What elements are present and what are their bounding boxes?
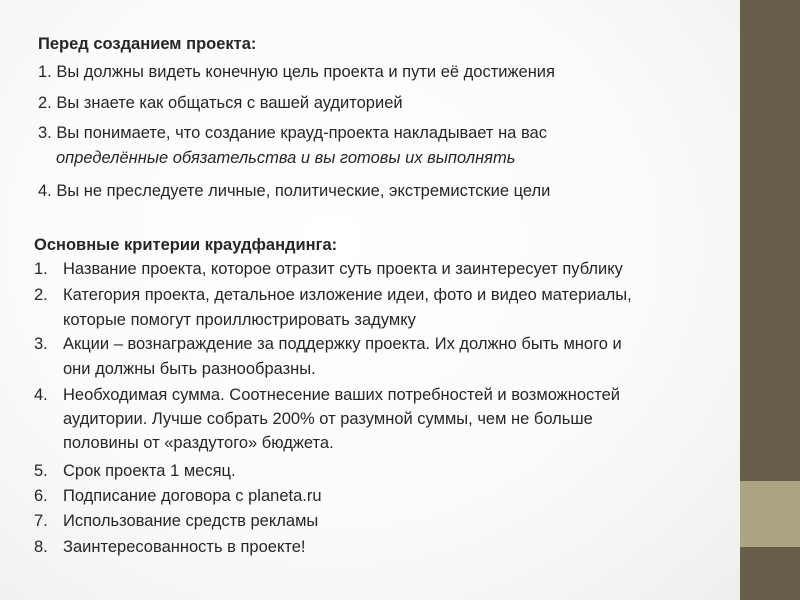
preparation-item-2: 2. Вы знаете как общаться с вашей аудиторией [38, 94, 403, 112]
criteria-number: 2. [34, 286, 48, 304]
criteria-heading: Основные критерии краудфандинга: [34, 236, 338, 254]
criteria-number: 8. [34, 538, 48, 556]
criteria-item-1: Название проекта, которое отразит суть проекта и заинтересует публику [63, 260, 623, 278]
preparation-item-1: 1. Вы должны видеть конечную цель проекта и пути её достижения [38, 63, 555, 81]
criteria-item-3: Акции – вознаграждение за поддержку проекта. Их должно быть много и [63, 335, 622, 353]
criteria-item-3-continued: они должны быть разнообразны. [63, 360, 316, 378]
criteria-number: 5. [34, 462, 48, 480]
preparation-item-4: 4. Вы не преследуете личные, политические, экстремистские цели [38, 182, 551, 200]
preparation-item-3: 3. Вы понимаете, что создание крауд-проекта накладывает на вас [38, 124, 547, 142]
criteria-item-6: Подписание договора с planeta.ru [63, 487, 322, 505]
criteria-item-4-line-2: аудитории. Лучше собрать 200% от разумной суммы, чем не больше [63, 410, 593, 428]
criteria-item-7: Использование средств рекламы [63, 512, 319, 530]
criteria-number: 1. [34, 260, 48, 278]
criteria-item-4: Необходимая сумма. Соотнесение ваших потребностей и возможностей [63, 386, 621, 404]
criteria-item-2: Категория проекта, детальное изложение идеи, фото и видео материалы, [63, 286, 632, 304]
criteria-item-8: Заинтересованность в проекте! [63, 538, 306, 556]
criteria-item-4-line-3: половины от «раздутого» бюджета. [63, 434, 334, 452]
criteria-number: 7. [34, 512, 48, 530]
criteria-item-5: Срок проекта 1 месяц. [63, 462, 236, 480]
criteria-number: 4. [34, 386, 48, 404]
criteria-number: 3. [34, 335, 48, 353]
criteria-item-2-continued: которые помогут проиллюстрировать задумку [63, 311, 416, 329]
criteria-number: 6. [34, 487, 48, 505]
preparation-heading: Перед созданием проекта: [38, 35, 257, 53]
sidebar-accent-block [740, 481, 800, 547]
preparation-item-3-continued: определённые обязательства и вы готовы их выполнять [56, 149, 516, 167]
